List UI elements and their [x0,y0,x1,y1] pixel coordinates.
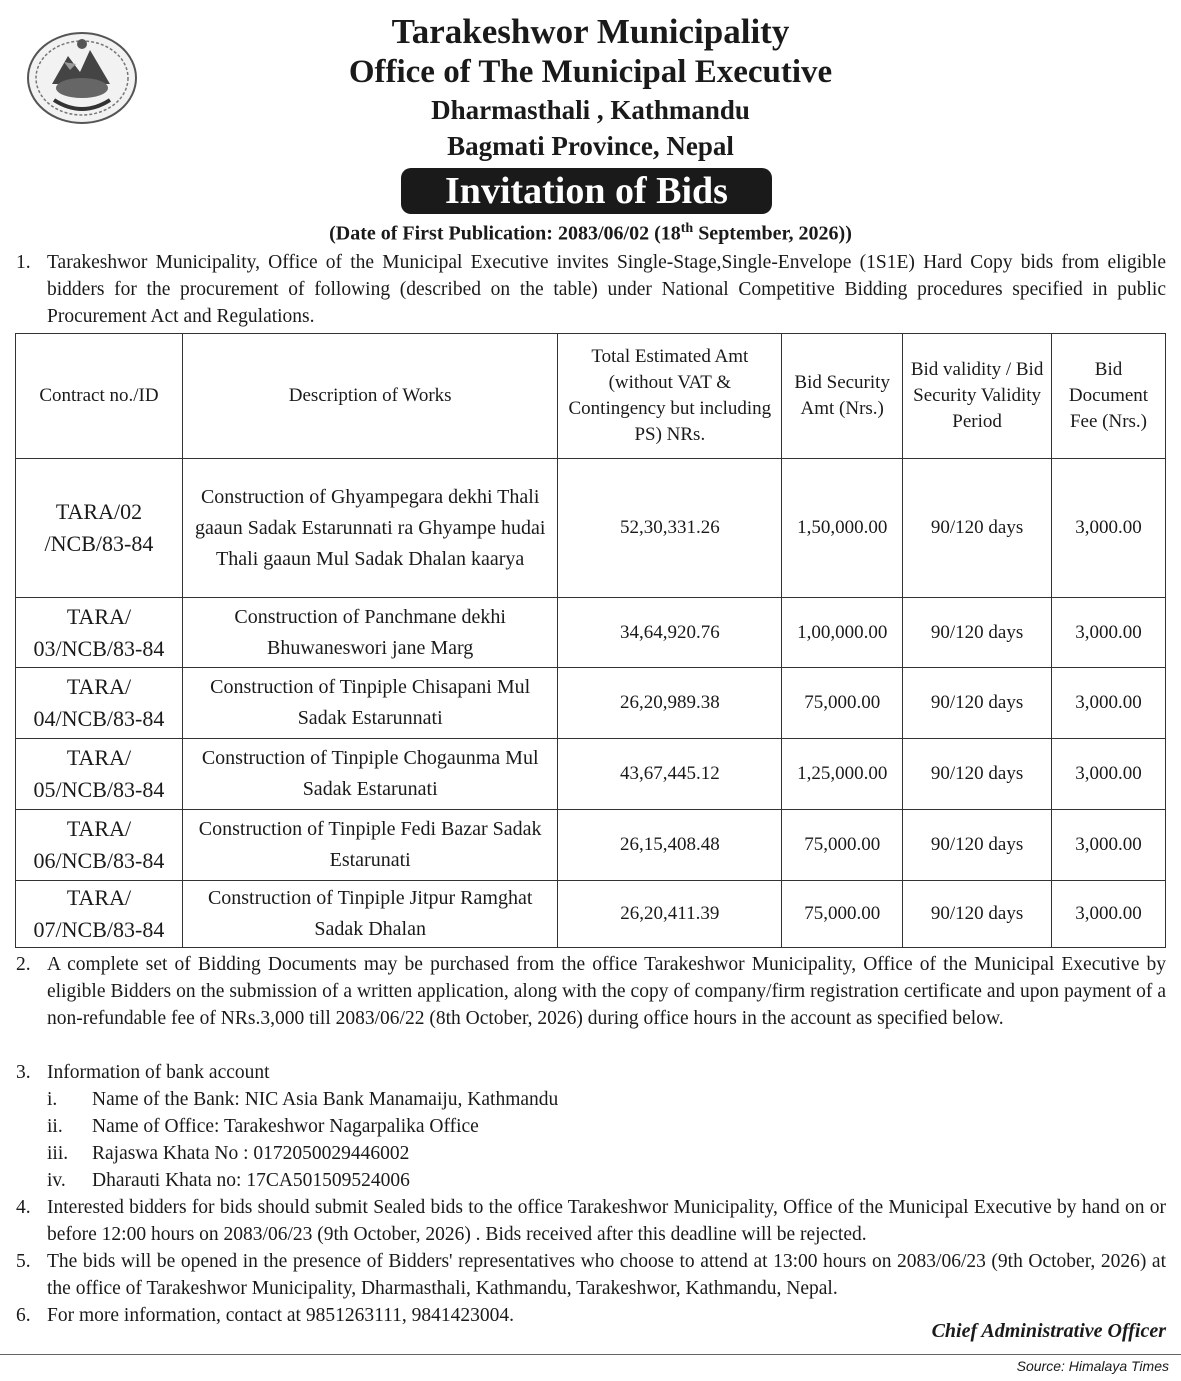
header-description: Description of Works [182,334,558,459]
list-item [47,1167,558,1194]
list-marker: iii. [47,1143,69,1164]
table-header-row [16,334,1166,459]
clause-text: Tarakeshwor Municipality, Office of the Municipal Executive invites Single-Stage,Single-Envelope (1S1E) Hard Copy bids from eligible bidders for the procurement of following (described on the table) under National Competitive Bidding procedures specified in public Procurement Act and Regulations. [47,252,1166,327]
pubdate-suffix: September, 2026)) [693,222,852,245]
clause-number: 3. [16,1062,31,1083]
cell-description: Construction of Tinpiple Jitpur Ramghat Sadak Dhalan [182,881,558,948]
publication-date [0,221,1181,246]
clause-number: 2. [16,954,31,975]
cell-contract-id: TARA/ 03/NCB/83-84 [16,598,183,668]
clause-2 [16,951,1166,1032]
cell-validity: 90/120 days [903,598,1052,668]
pubdate-prefix: (Date of First Publication: 2083/06/02 (18 [329,222,681,245]
cell-amount: 26,15,408.48 [558,810,782,881]
cell-security: 1,50,000.00 [782,459,903,598]
cell-validity: 90/120 days [903,810,1052,881]
address-line-1: Dharmasthali , Kathmandu [431,95,750,125]
organization-name: Tarakeshwor Municipality [391,12,790,51]
clause-text: The bids will be opened in the presence of Bidders' representatives who choose to attend at 13:00 hours on 2083/06/23 (9th October, 2026) at the office of Tarakeshwor Municipality, Dharmasthali, Kathmandu, Tarakeshwor, Kathmandu, Nepal. [47,1251,1166,1299]
cell-fee: 3,000.00 [1052,598,1166,668]
table-row [16,668,1166,739]
cell-fee: 3,000.00 [1052,668,1166,739]
clause-text: Information of bank account [47,1062,270,1083]
cell-validity: 90/120 days [903,459,1052,598]
list-item [47,1113,558,1140]
cell-contract-id: TARA/ 04/NCB/83-84 [16,668,183,739]
table-row [16,881,1166,948]
cell-amount: 34,64,920.76 [558,598,782,668]
list-text: Name of Office: Tarakeshwor Nagarpalika Office [92,1116,479,1137]
list-item [47,1140,558,1167]
table-row [16,810,1166,881]
clause-4 [16,1194,1166,1248]
clause-text: Interested bidders for bids should submit Sealed bids to the office Tarakeshwor Municipality, Office of the Municipal Executive by hand on or before 12:00 hours on 2083/06/23 (9th October, 2026) . Bids received after this deadline will be rejected. [47,1197,1166,1245]
table-row [16,459,1166,598]
divider [0,1354,1181,1355]
cell-description: Construction of Tinpiple Fedi Bazar Sadak Estarunati [182,810,558,881]
clause-number: 4. [16,1197,31,1218]
list-item [47,1086,558,1113]
list-text: Dharauti Khata no: 17CA501509524006 [92,1170,410,1191]
header-document-fee: Bid Document Fee (Nrs.) [1052,334,1166,459]
bids-table [15,333,1166,948]
cell-description: Construction of Panchmane dekhi Bhuwaneswori jane Marg [182,598,558,668]
clause-number: 1. [16,252,31,273]
notice-title: Invitation of Bids [401,168,772,214]
cell-validity: 90/120 days [903,739,1052,810]
cell-contract-id: TARA/02 /NCB/83-84 [16,459,183,598]
cell-security: 75,000.00 [782,881,903,948]
cell-contract-id: TARA/ 07/NCB/83-84 [16,881,183,948]
cell-amount: 43,67,445.12 [558,739,782,810]
clause-text: For more information, contact at 9851263111, 9841423004. [47,1305,515,1326]
source-credit: Source: Himalaya Times [1016,1358,1169,1374]
list-marker: i. [47,1089,58,1110]
list-text: Name of the Bank: NIC Asia Bank Manamaiju, Kathmandu [92,1089,559,1110]
clause-1 [16,249,1166,330]
cell-validity: 90/120 days [903,668,1052,739]
cell-fee: 3,000.00 [1052,810,1166,881]
cell-contract-id: TARA/ 05/NCB/83-84 [16,739,183,810]
list-marker: iv. [47,1170,66,1191]
cell-description: Construction of Tinpiple Chisapani Mul Sadak Estarunnati [182,668,558,739]
cell-fee: 3,000.00 [1052,739,1166,810]
address-line-2: Bagmati Province, Nepal [447,131,734,161]
cell-description: Construction of Tinpiple Chogaunma Mul Sadak Estarunati [182,739,558,810]
cell-security: 75,000.00 [782,668,903,739]
header-contract: Contract no./ID [16,334,183,459]
list-text: Rajaswa Khata No : 0172050029446002 [92,1143,410,1164]
clause-number: 5. [16,1251,31,1272]
letterhead [0,12,1181,164]
bank-account-list [47,1086,558,1194]
signatory-title: Chief Administrative Officer [931,1320,1166,1342]
header-validity: Bid validity / Bid Security Validity Period [903,334,1052,459]
cell-validity: 90/120 days [903,881,1052,948]
table-row [16,739,1166,810]
cell-amount: 26,20,411.39 [558,881,782,948]
cell-description: Construction of Ghyampegara dekhi Thali gaaun Sadak Estarunnati ra Ghyampe hudai Thali gaaun Mul Sadak Dhalan kaarya [182,459,558,598]
clause-text: A complete set of Bidding Documents may be purchased from the office Tarakeshwor Municipality, Office of the Municipal Executive by eligible Bidders on the submission of a written application, along with the copy of company/firm registration certificate and upon payment of a non-refundable fee of NRs.3,000 till 2083/06/22 (8th October, 2026) during office hours in the account as specified below. [47,954,1166,1029]
clause-number: 6. [16,1305,31,1326]
cell-security: 75,000.00 [782,810,903,881]
cell-amount: 26,20,989.38 [558,668,782,739]
table-row [16,598,1166,668]
cell-amount: 52,30,331.26 [558,459,782,598]
cell-fee: 3,000.00 [1052,459,1166,598]
cell-contract-id: TARA/ 06/NCB/83-84 [16,810,183,881]
clause-5 [16,1248,1166,1302]
cell-fee: 3,000.00 [1052,881,1166,948]
header-bid-security: Bid Security Amt (Nrs.) [782,334,903,459]
header-estimated-amount: Total Estimated Amt (without VAT & Contingency but including PS) NRs. [558,334,782,459]
office-name: Office of The Municipal Executive [348,54,833,90]
pubdate-sup: th [680,221,694,236]
cell-security: 1,25,000.00 [782,739,903,810]
cell-security: 1,00,000.00 [782,598,903,668]
list-marker: ii. [47,1116,63,1137]
clause-3 [16,1059,1166,1086]
